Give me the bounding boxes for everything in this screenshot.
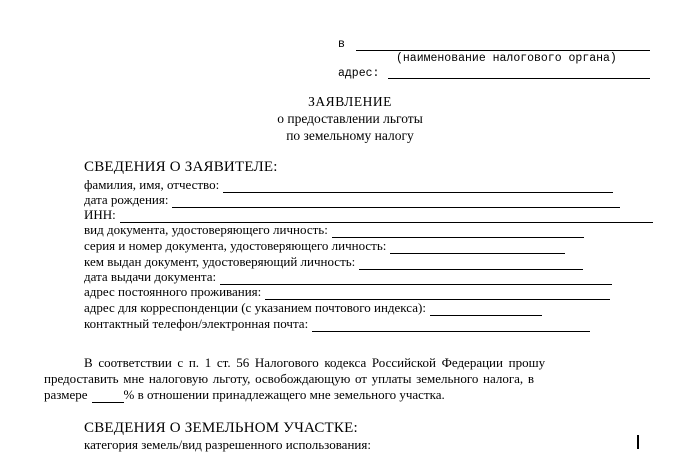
percent-label: размере <box>44 387 88 402</box>
field-id-issue-date-label: дата выдачи документа: <box>84 269 217 284</box>
request-line-2: предоставить мне налоговую льготу, освобождающую от уплаты земельного налога, в <box>44 371 534 386</box>
authority-hint: (наименование налогового органа) <box>396 52 617 65</box>
field-id-doc-type <box>84 222 584 238</box>
authority-name-line[interactable] <box>356 38 650 51</box>
field-id-issuer-label: кем выдан документ, удостоверяющий личность: <box>84 254 356 269</box>
percent-input-line[interactable] <box>92 391 124 403</box>
request-line-1: В соответствии с п. 1 ст. 56 Налогового кодекса Российской Федерации прошу <box>84 355 546 370</box>
field-permanent-address-label: адрес постоянного проживания: <box>84 284 262 299</box>
address-line[interactable] <box>388 66 650 79</box>
field-contacts-line[interactable] <box>312 320 590 332</box>
document-subtitle-2: по земельному налогу <box>286 128 414 143</box>
document-subtitle-1: о предоставлении льготы <box>277 111 423 126</box>
text-cursor <box>637 435 639 449</box>
field-contacts <box>84 316 590 332</box>
field-id-doc-type-label: вид документа, удостоверяющего личность: <box>84 222 328 237</box>
field-mail-address-label: адрес для корреспонденции (с указанием почтового индекса): <box>84 300 426 315</box>
to-label: в <box>338 38 345 51</box>
applicant-heading: СВЕДЕНИЯ О ЗАЯВИТЕЛЕ: <box>84 159 278 175</box>
field-birth-date-label: дата рождения: <box>84 192 169 207</box>
percent-suffix: % в отношении принадлежащего мне земельного участка. <box>123 387 445 402</box>
field-permanent-address <box>84 284 610 300</box>
document-title: ЗАЯВЛЕНИЕ <box>308 94 392 109</box>
address-label: адрес: <box>338 67 380 80</box>
land-heading: СВЕДЕНИЯ О ЗЕМЕЛЬНОМ УЧАСТКЕ: <box>84 420 358 436</box>
field-birth-date <box>84 192 620 208</box>
field-id-doc-type-line[interactable] <box>332 226 584 238</box>
field-id-series-number-label: серия и номер документа, удостоверяющего личность: <box>84 238 387 253</box>
field-id-series-number <box>84 238 565 254</box>
field-id-issue-date <box>84 269 612 285</box>
field-id-series-number-line[interactable] <box>390 242 565 254</box>
field-full-name <box>84 177 613 193</box>
field-permanent-address-line[interactable] <box>265 288 610 300</box>
field-mail-address-line[interactable] <box>430 304 542 316</box>
field-land-category-label: категория земель/вид разрешенного использования: <box>84 437 371 452</box>
request-line-3 <box>44 387 445 403</box>
field-land-category <box>84 437 371 453</box>
field-contacts-label: контактный телефон/электронная почта: <box>84 316 309 331</box>
field-full-name-label: фамилия, имя, отчество: <box>84 177 220 192</box>
field-id-issuer <box>84 254 583 270</box>
field-mail-address <box>84 300 542 316</box>
field-inn <box>84 207 653 223</box>
field-inn-label: ИНН: <box>84 207 116 222</box>
